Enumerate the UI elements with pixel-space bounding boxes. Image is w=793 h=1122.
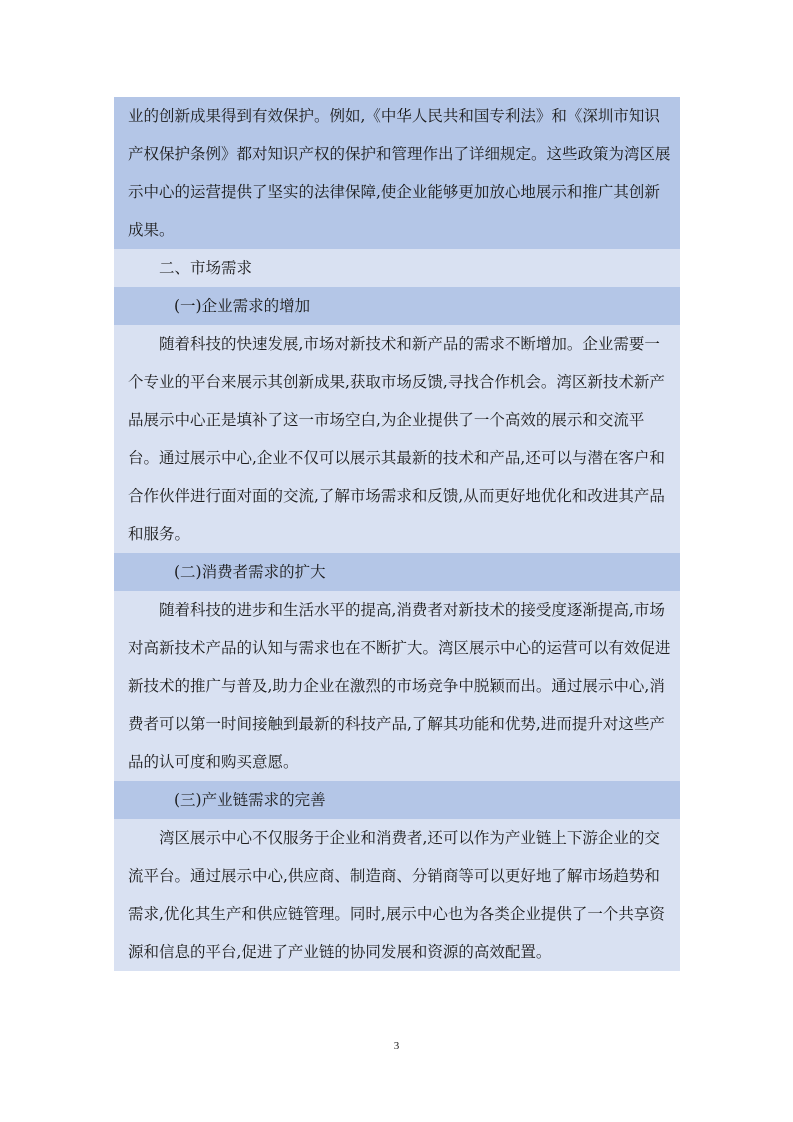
paragraph-text: 湾区展示中心不仅服务于企业和消费者,还可以作为产业链上下游企业的交流平台。通过展示中心,供应商、制造商、分销商等可以更好地了解市场趋势和需求,优化其生产和供应链管理。同时,展示中心也为各类企业提供了一个共享资源和信息的平台,促进了产业链的协同发展和资源的高效配置。 (128, 829, 665, 961)
paragraph-text: 随着科技的进步和生活水平的提高,消费者对新技术的接受度逐渐提高,市场对高新技术产品的认知与需求也在不断扩大。湾区展示中心的运营可以有效促进新技术的推广与普及,助力企业在激烈的市场竞争中脱颖而出。通过展示中心,消费者可以第一时间接触到最新的科技产品,了解其功能和优势,进而提升对这些产品的认可度和购买意愿。 (128, 601, 671, 771)
subheading-text: (三)产业链需求的完善 (174, 791, 326, 809)
heading-text: 二、市场需求 (159, 259, 253, 277)
subheading-text: (一)企业需求的增加 (174, 297, 311, 315)
paragraph-text: 业的创新成果得到有效保护。例如,《中华人民共和国专利法》和《深圳市知识产权保护条例》都对知识产权的保护和管理作出了详细规定。这些政策为湾区展示中心的运营提供了坚实的法律保障,使企业能够更加放心地展示和推广其创新成果。 (128, 107, 671, 239)
paragraph-text: 随着科技的快速发展,市场对新技术和新产品的需求不断增加。企业需要一个专业的平台来展示其创新成果,获取市场反馈,寻找合作机会。湾区新技术新产品展示中心正是填补了这一市场空白,为企业提供了一个高效的展示和交流平台。通过展示中心,企业不仅可以展示其最新的技术和产品,还可以与潜在客户和合作伙伴进行面对面的交流,了解市场需求和反馈,从而更好地优化和改进其产品和服务。 (128, 335, 665, 543)
page-number: 3 (393, 1040, 400, 1052)
subheading-text: (二)消费者需求的扩大 (174, 563, 326, 581)
section-heading-market-demand (114, 249, 680, 287)
subheading-industry-chain-demand (114, 781, 680, 819)
paragraph-consumer-demand (114, 591, 680, 781)
paragraph-ip-protection (114, 97, 680, 249)
paragraph-enterprise-demand (114, 325, 680, 553)
subheading-enterprise-demand (114, 287, 680, 325)
subheading-consumer-demand (114, 553, 680, 591)
document-body (114, 97, 680, 971)
paragraph-industry-chain-demand (114, 819, 680, 971)
